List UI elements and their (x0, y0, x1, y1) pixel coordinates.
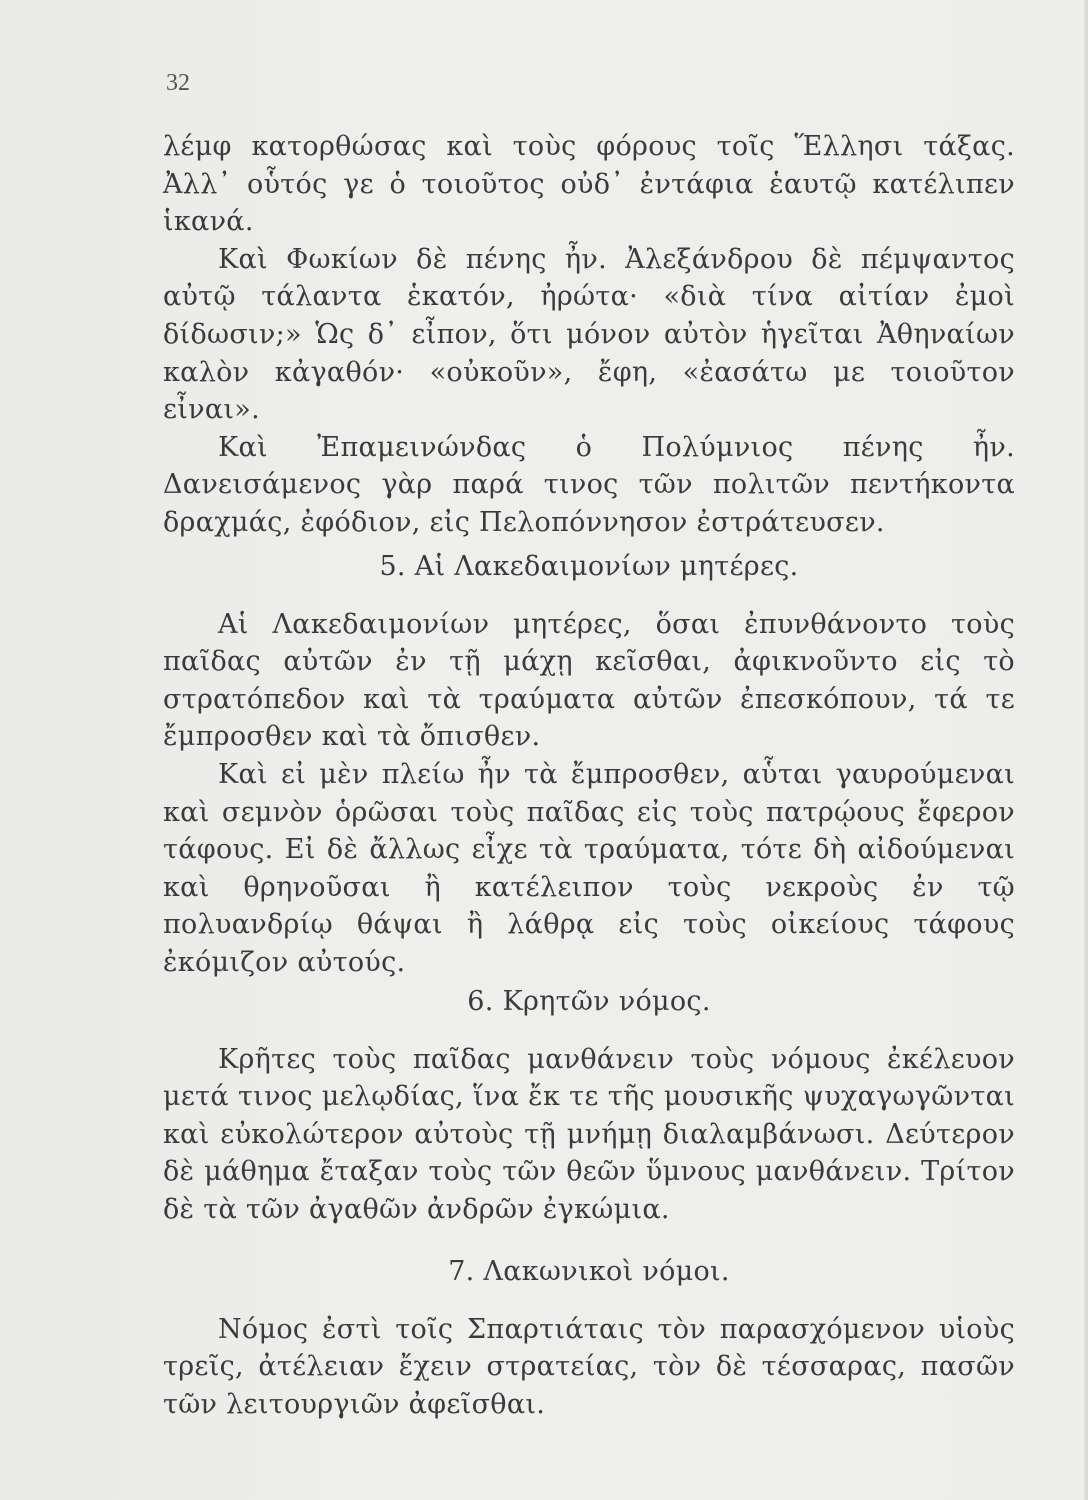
paragraph-mothers-1: Αἱ Λακεδαιμονίων μητέρες, ὅσαι ἐπυνθάνοντο τοὺς παῖδας αὐτῶν ἐν τῇ μάχῃ κεῖσθαι, ἀφικνοῦντο εἰς τὸ στρατόπεδον καὶ τὰ τραύματα αὐτῶν ἐπεσκόπουν, τά τε ἔμπροσθεν καὶ τὰ ὄπισθεν. (163, 608, 1015, 753)
page-number: 32 (166, 70, 190, 96)
section-5 (163, 530, 1015, 982)
paragraph-epaminondas: Καὶ Ἐπαμεινώνδας ὁ Πολύμνιος πένης ἦν. Δανεισάμενος γὰρ παρά τινος τῶν πολιτῶν πεντήκοντα δραχμάς, ἐφόδιον, εἰς Πελοπόννησον ἐστράτευσεν. (163, 431, 1015, 538)
section-heading-5: 5. Αἱ Λακεδαιμονίων μητέρες. (379, 551, 799, 582)
paragraph-cretan-law: Κρῆτες τοὺς παῖδας μανθάνειν τοὺς νόμους ἐκέλευον μετά τινος μελῳδίας, ἵνα ἔκ τε τῆς μουσικῆς ψυχαγωγῶνται καὶ εὐκολώτερον αὐτοὺς τῇ μνήμῃ διαλαμβάνωσι. Δεύτερον δὲ μάθημα ἔταξαν τοὺς τῶν θεῶν ὕμνους μανθάνειν. Τρίτον δὲ τὰ τῶν ἀγαθῶν ἀνδρῶν ἐγκώμια. (163, 1043, 1015, 1225)
intro-text-block (163, 128, 1015, 542)
section-6 (163, 965, 1015, 1229)
section-heading-7: 7. Λακωνικοὶ νόμοι. (448, 1256, 730, 1287)
page-edge-shadow (1084, 0, 1088, 1500)
paragraph-continuation: λέμφ κατορθώσας καὶ τοὺς φόρους τοῖς Ἕλλησι τάξας. Ἀλλ᾽ οὗτός γε ὁ τοιοῦτος οὐδ᾽ ἐντάφια ἑαυτῷ κατέλιπεν ἱκανά. (163, 131, 1015, 238)
paragraph-laconian-law: Νόμος ἐστὶ τοῖς Σπαρτιάταις τὸν παρασχόμενον υἱοὺς τρεῖς, ἀτέλειαν ἔχειν στρατείας, τὸν δὲ τέσσαρας, πασῶν τῶν λειτουργιῶν ἀφεῖσθαι. (163, 1313, 1015, 1420)
section-heading-6: 6. Κρητῶν νόμος. (467, 986, 711, 1017)
section-7 (163, 1235, 1015, 1423)
paragraph-phokion: Καὶ Φωκίων δὲ πένης ἦν. Ἀλεξάνδρου δὲ πέμψαντος αὐτῷ τάλαντα ἑκατόν, ἠρώτα· «διὰ τίνα αἰτίαν ἐμοὶ δίδωσιν;» Ὡς δ᾽ εἶπον, ὅτι μόνον αὐτὸν ἡγεῖται Ἀθηναίων καλὸν κἀγαθόν· «οὐκοῦν», ἔφη, «ἐασάτω με τοιοῦτον εἶναι». (163, 243, 1015, 426)
paragraph-mothers-2: Καὶ εἰ μὲν πλείω ἦν τὰ ἔμπροσθεν, αὗται γαυρούμεναι καὶ σεμνὸν ὁρῶσαι τοὺς παῖδας εἰς τοὺς πατρῴους ἔφερον τάφους. Εἰ δὲ ἄλλως εἶχε τὰ τραύματα, τότε δὴ αἰδούμεναι καὶ θρηνοῦσαι ἢ κατέλειπον τοὺς νεκροὺς ἐν τῷ πολυανδρίῳ θάψαι ἢ λάθρᾳ εἰς τοὺς οἰκείους τάφους ἐκόμιζον αὐτούς. (163, 758, 1015, 978)
